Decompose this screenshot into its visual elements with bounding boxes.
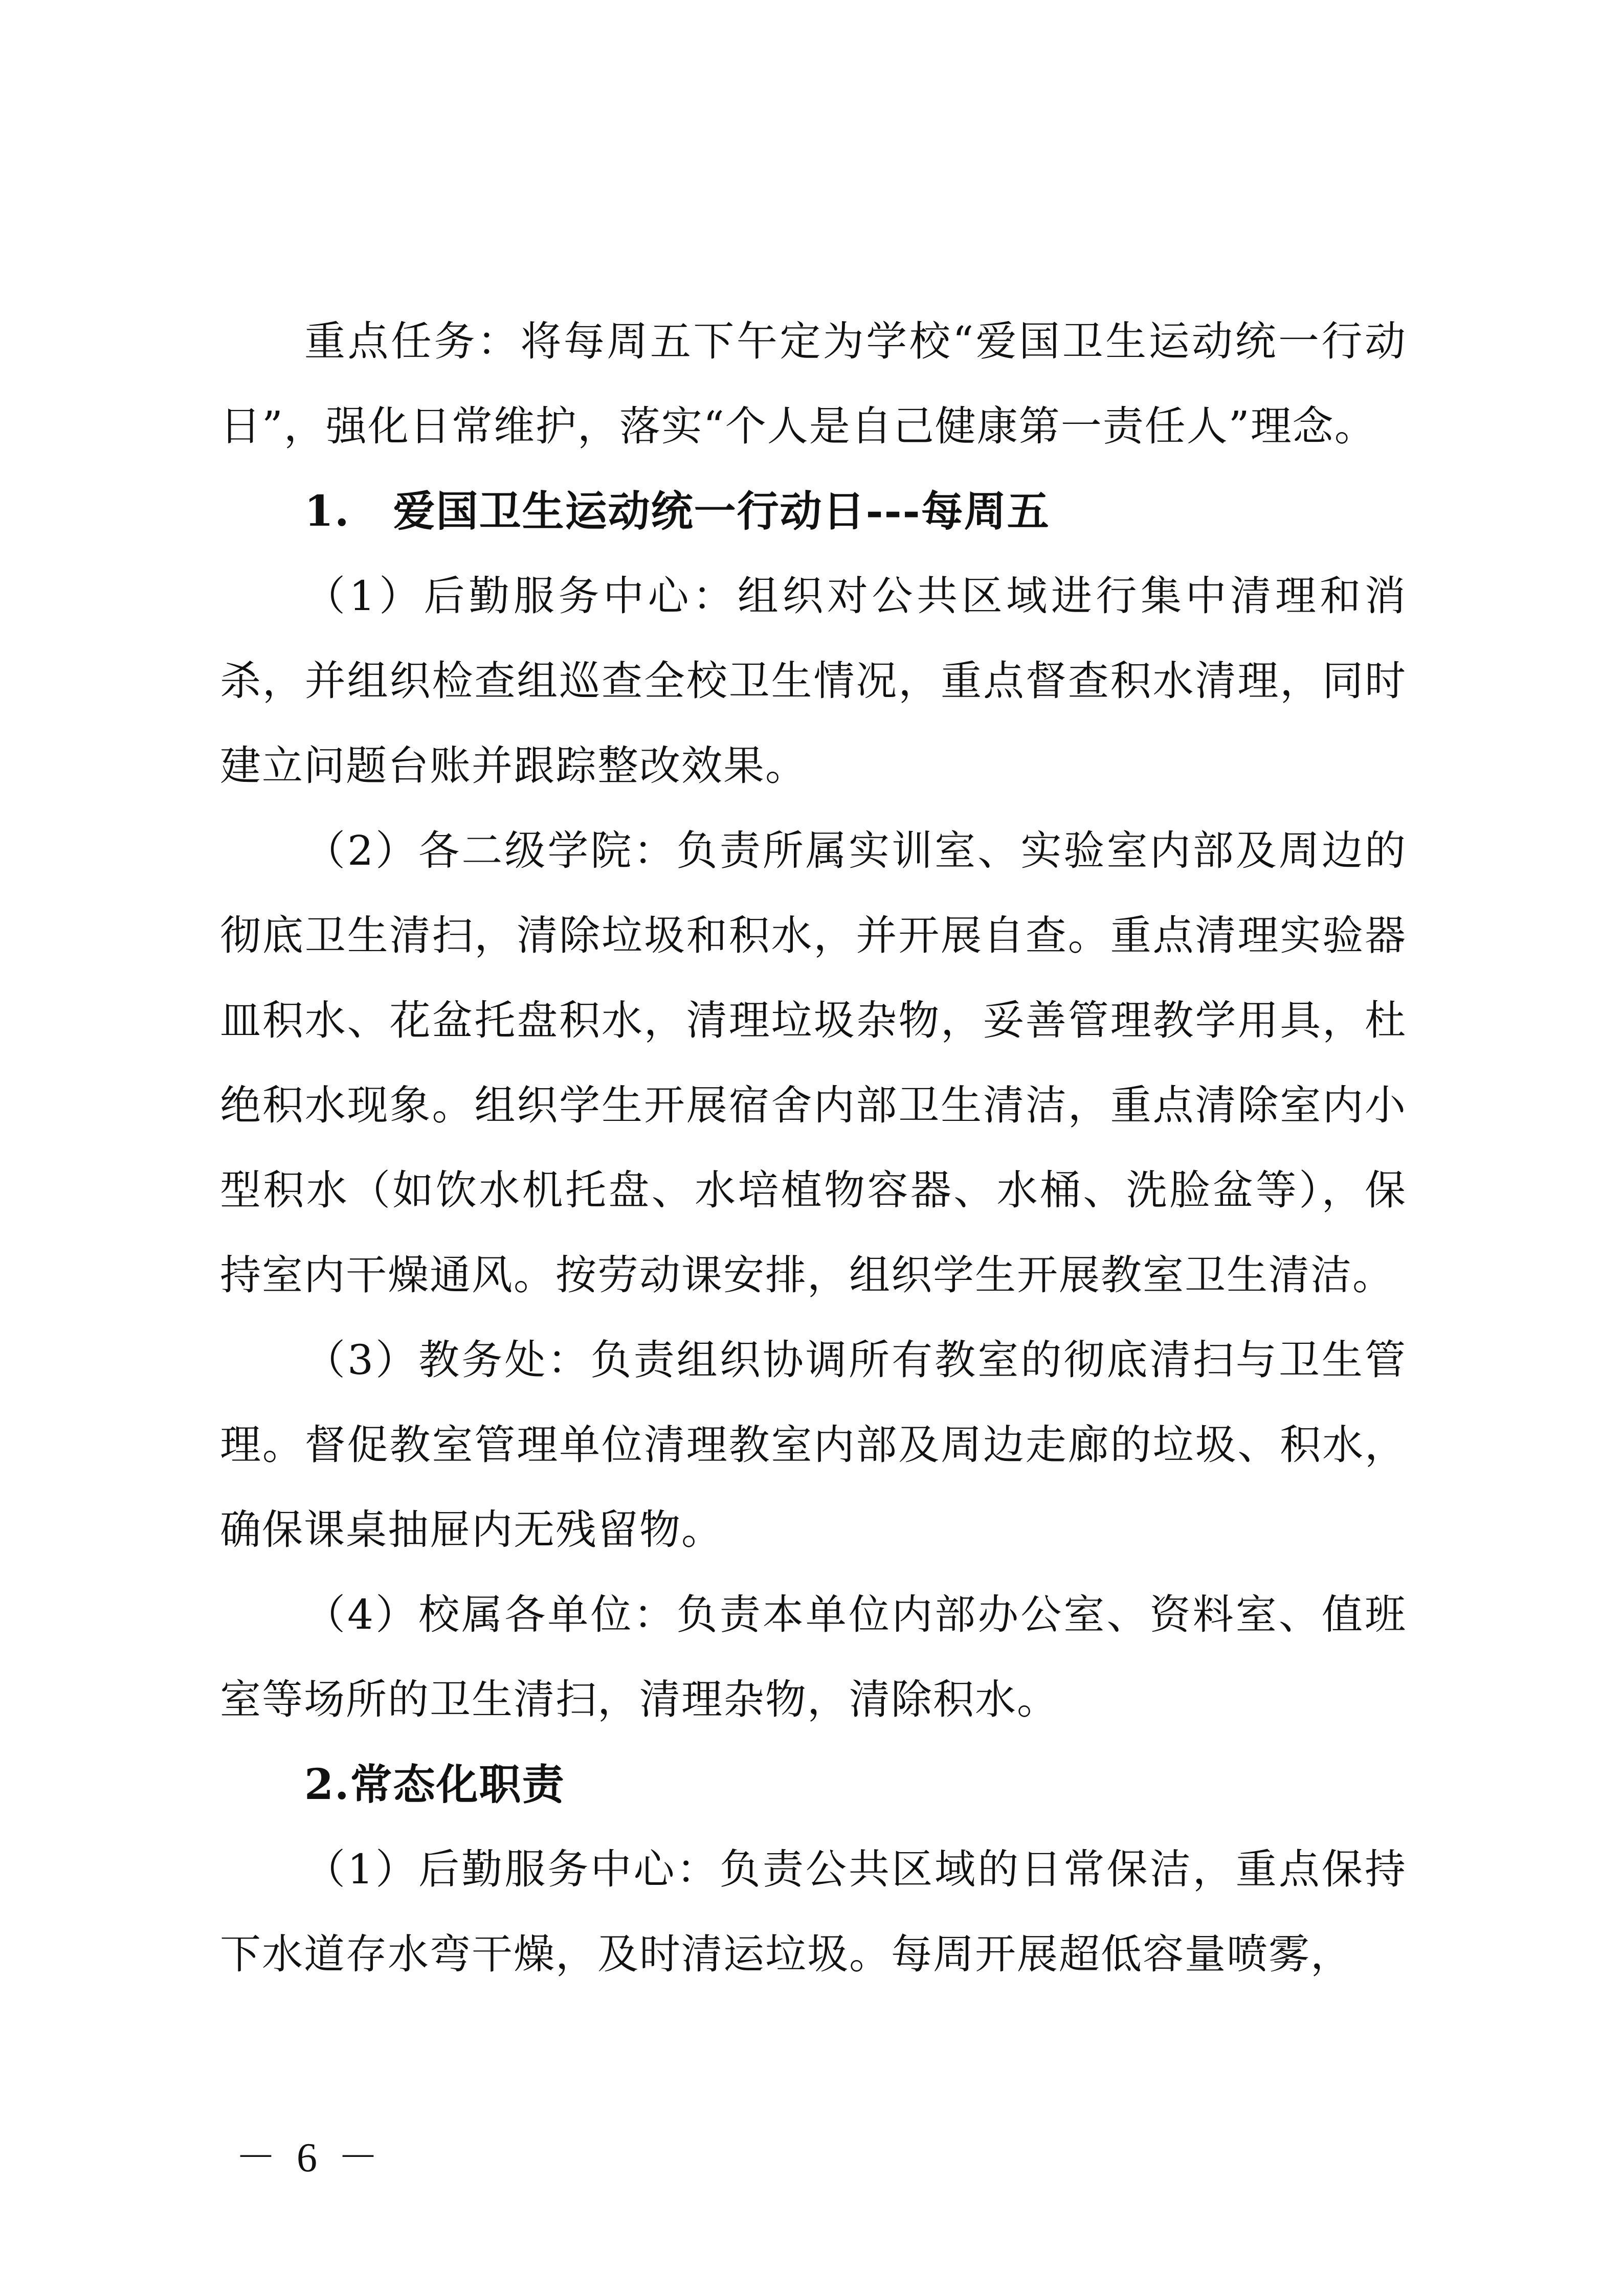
section-1-item-1: （1）后勤服务中心：组织对公共区域进行集中清理和消杀，并组织检查组巡查全校卫生情况，重点督查积水清理，同时建立问题台账并跟踪整改效果。	[220, 572, 1407, 790]
section-2-heading: 2.常态化职责	[304, 1760, 565, 1809]
section-1-item-2: （2）各二级学院：负责所属实训室、实验室内部及周边的彻底卫生清扫，清除垃圾和积水，并开展自查。重点清理实验器皿积水、花盆托盘积水，清理垃圾杂物，妥善管理教学用具，杜绝积水现象。组织学生开展宿舍内部卫生清洁，重点清除室内小型积水（如饮水机托盘、水培植物容器、水桶、洗脸盆等），保持室内干燥通风。按劳动课安排，组织学生开展教室卫生清洁。	[220, 827, 1407, 1299]
page-number: － 6 －	[235, 2135, 384, 2180]
intro-paragraph: 重点任务：将每周五下午定为学校“爱国卫生运动统一行动日”，强化日常维护，落实“个人是自己健康第一责任人”理念。	[220, 318, 1407, 450]
section-2-item-1: （1）后勤服务中心：负责公共区域的日常保洁，重点保持下水道存水弯干燥，及时清运垃圾。每周开展超低容量喷雾，	[220, 1845, 1407, 1978]
section-1-heading: 1. 爱国卫生运动统一行动日---每周五	[304, 487, 1050, 536]
document-body	[220, 299, 1407, 1997]
section-1-item-4: （4）校属各单位：负责本单位内部办公室、资料室、值班室等场所的卫生清扫，清理杂物，清除积水。	[220, 1591, 1407, 1723]
section-1-item-3: （3）教务处：负责组织协调所有教室的彻底清扫与卫生管理。督促教室管理单位清理教室内部及周边走廊的垃圾、积水，确保课桌抽屉内无残留物。	[220, 1336, 1407, 1554]
